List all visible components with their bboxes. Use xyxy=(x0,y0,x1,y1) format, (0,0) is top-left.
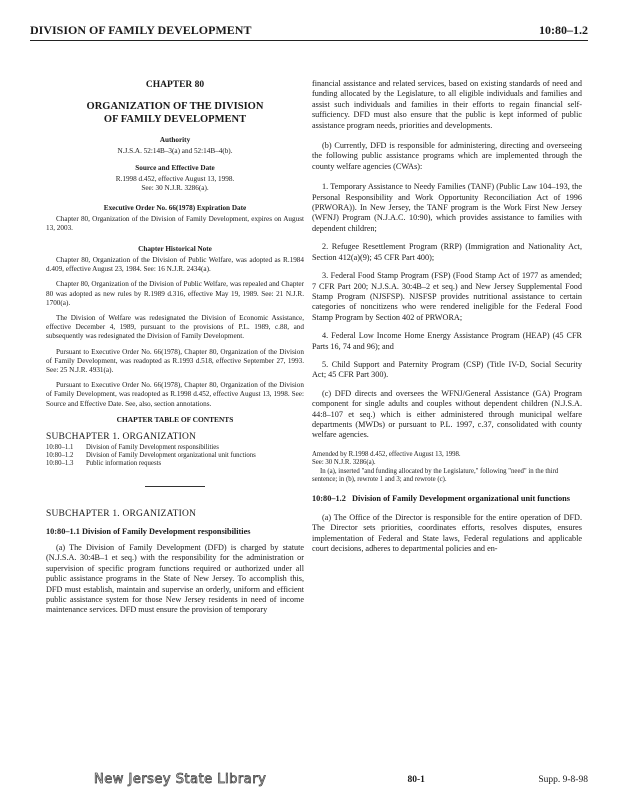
toc-entry-title: Division of Family Development responsibilities xyxy=(86,443,219,451)
continued-paragraph: financial assistance and related services, based on existing standards of need and funding allocated by the Legislature, to all eligible individuals and families and assist such individuals and families in their efforts to regain financial self-sufficiency. DFD must also ensure that the public is kept informed of public assistance program needs, priorities and developments. xyxy=(312,79,582,130)
program-item-3: 3. Federal Food Stamp Program (FSP) (Food Stamp Act of 1977 as amended; 7 CFR Part 200; N.J.S.A. 30:4B–2 et seq.) and New Jersey Supplemental Food Stamp Program (NJSFSP). NJSFSP provides nutritional assistance to certain categories of noncitizens who were rendered ineligible for the Federal Food Stamp Program by Section 402 of PRWORA; xyxy=(312,271,582,322)
page-number: 80-1 xyxy=(407,774,425,785)
toc-entry-number: 10:80–1.2 xyxy=(46,452,74,460)
program-item-4: 4. Federal Low Income Home Energy Assistance Program (HEAP) (45 CFR Parts 16, 74 and 96); and xyxy=(312,331,582,351)
historical-note-heading: Chapter Historical Note xyxy=(138,245,212,254)
header-division: DIVISION OF FAMILY DEVELOPMENT xyxy=(30,23,252,37)
source-heading: Source and Effective Date xyxy=(135,164,215,173)
section-1-1-paragraph-a: (a) The Division of Family Development (DFD) is charged by statute (N.J.S.A. 30:4B–1 et seq.) with the responsibility for the administration or supervision of specific program functions required or authorized under all public assistance programs in the State of New Jersey. To accomplish this, DFD must establish, maintain and supervise an orderly, uniform and efficient public assistance system for those New Jersey residents in need of income maintenance services. DFD must ensure the provision of temporary xyxy=(46,542,304,615)
exec-order-heading: Executive Order No. 66(1978) Expiration Date xyxy=(103,203,247,212)
toc-entry-title: Public information requests xyxy=(86,460,162,468)
right-column xyxy=(312,79,582,565)
header-rule xyxy=(30,40,588,41)
chapter-title xyxy=(46,100,304,126)
section-1-2-heading xyxy=(312,494,582,505)
authority-heading: Authority xyxy=(159,136,191,144)
chapter-title-line2: OF FAMILY DEVELOPMENT xyxy=(103,114,247,125)
supplement-date: Supp. 9-8-98 xyxy=(538,774,588,785)
historical-note-p4: Pursuant to Executive Order No. 66(1978), Chapter 80, Organization of the Division of Family Development, was readopted as R.1993 d.518, effective September 27, 1993. See: 25 N.J.R. 4931(a). xyxy=(46,347,304,375)
amendment-line2: See: 30 N.J.R. 3286(a). xyxy=(312,459,376,467)
page-footer xyxy=(30,772,588,787)
toc-entry-number: 10:80–1.3 xyxy=(46,460,74,468)
chapter-title-line1: ORGANIZATION OF THE DIVISION xyxy=(86,101,264,112)
historical-note-p2: Chapter 80, Organization of the Division of Public Welfare, was repealed and Chapter 80 was adopted as new rules by R.1989 d.316, effective May 19, 1989. See: 21 N.J.R. 1700(a). xyxy=(46,280,304,307)
toc-entry xyxy=(46,452,304,460)
section-1-2-title: Division of Family Development organizational unit functions xyxy=(352,494,571,504)
toc-subchapter: SUBCHAPTER 1. ORGANIZATION xyxy=(46,431,197,442)
header-section-number: 10:80–1.2 xyxy=(539,23,588,37)
program-item-5: 5. Child Support and Paternity Program (CSP) (Title IV-D, Social Security Act; 45 CFR Part 300). xyxy=(312,359,582,380)
toc-heading: CHAPTER TABLE OF CONTENTS xyxy=(116,414,234,424)
section-divider xyxy=(145,486,205,487)
toc-list xyxy=(46,444,304,469)
program-item-2: 2. Refugee Resettlement Program (RRP) (Immigration and Nationality Act, Section 412(a)(9); 45 CFR Part 400); xyxy=(312,242,582,262)
paragraph-c: (c) DFD directs and oversees the WFNJ/General Assistance (GA) Program component for single adults and couples without dependent children (N.J.S.A. 44:8–107 et seq.) which is either administered through municipal welfare departments (MWDs) or pursuant to P.L. 1997, c.37, consolidated with county welfare agencies. xyxy=(312,388,582,440)
exec-order-text: Chapter 80, Organization of the Division of Family Development, expires on August 13, 2003. xyxy=(46,214,304,232)
historical-note-p3: The Division of Welfare was redesignated the Division of Economic Assistance, effective December 4, 1989, pursuant to the provisions of P.L. 1989, c.88, and subsequently was redesignated the Division of Family Development. xyxy=(46,314,304,341)
amendment-line1: Amended by R.1998 d.452, effective August 13, 1998. xyxy=(312,450,461,458)
program-item-1: 1. Temporary Assistance to Needy Families (TANF) (Public Law 104–193, the Personal Responsibility and Work Opportunity Reconciliation Act of 1996 (PRWORA)). In New Jersey, the TANF program is the Work First New Jersey (WFNJ) Program (N.J.A.C. 10:90), which provides assistance to families with dependent children; xyxy=(312,182,582,233)
section-1-1-heading: 10:80–1.1 Division of Family Development responsibilities xyxy=(46,527,251,537)
source-line1: R.1998 d.452, effective August 13, 1998. xyxy=(115,175,235,184)
authority-text: N.J.S.A. 52:14B–3(a) and 52:14B–4(b). xyxy=(117,147,233,155)
paragraph-b: (b) Currently, DFD is responsible for administering, directing and overseeing the following public assistance programs which are implemented through the county welfare agencies (CWAs): xyxy=(312,141,582,171)
chapter-number: CHAPTER 80 xyxy=(145,80,205,90)
library-watermark: New Jersey State Library xyxy=(94,772,267,787)
toc-entry-title: Division of Family Development organizational unit functions xyxy=(86,452,256,460)
section-1-2-number: 10:80–1.2 xyxy=(312,494,346,504)
subchapter-heading: SUBCHAPTER 1. ORGANIZATION xyxy=(46,509,197,520)
amendment-line3: In (a), inserted "and funding allocated by the Legislature," following "need" in the third sentence; in (b), rewrote 1 and 3; and rewrote (c). xyxy=(312,467,559,483)
left-column xyxy=(46,80,304,626)
historical-note-p5: Pursuant to Executive Order No. 66(1978), Chapter 80, Organization of the Division of Family Development, was readopted as R.1998 d.452, effective August 13, 1998. See: Source and Effective Date. See, also, section annotations. xyxy=(46,381,304,408)
amendment-note xyxy=(312,451,582,485)
historical-note-p1: Chapter 80, Organization of the Division of Public Welfare, was adopted as R.1984 d.409, effective August 23, 1984. See: 16 N.J.R. 2434(a). xyxy=(46,256,304,274)
running-header xyxy=(30,20,588,38)
source-line2: See: 30 N.J.R. 3286(a). xyxy=(141,184,209,193)
toc-entry xyxy=(46,444,304,452)
toc-entry-number: 10:80–1.1 xyxy=(46,443,74,451)
toc-entry xyxy=(46,460,304,468)
section-1-2-paragraph-a: (a) The Office of the Director is responsible for the entire operation of DFD. The Director sets priorities, coordinates efforts, resolves disputes, ensures implementation of Federal and State laws, Federal regulations and applicable court decisions, adheres to departmental policies and en- xyxy=(312,512,582,554)
